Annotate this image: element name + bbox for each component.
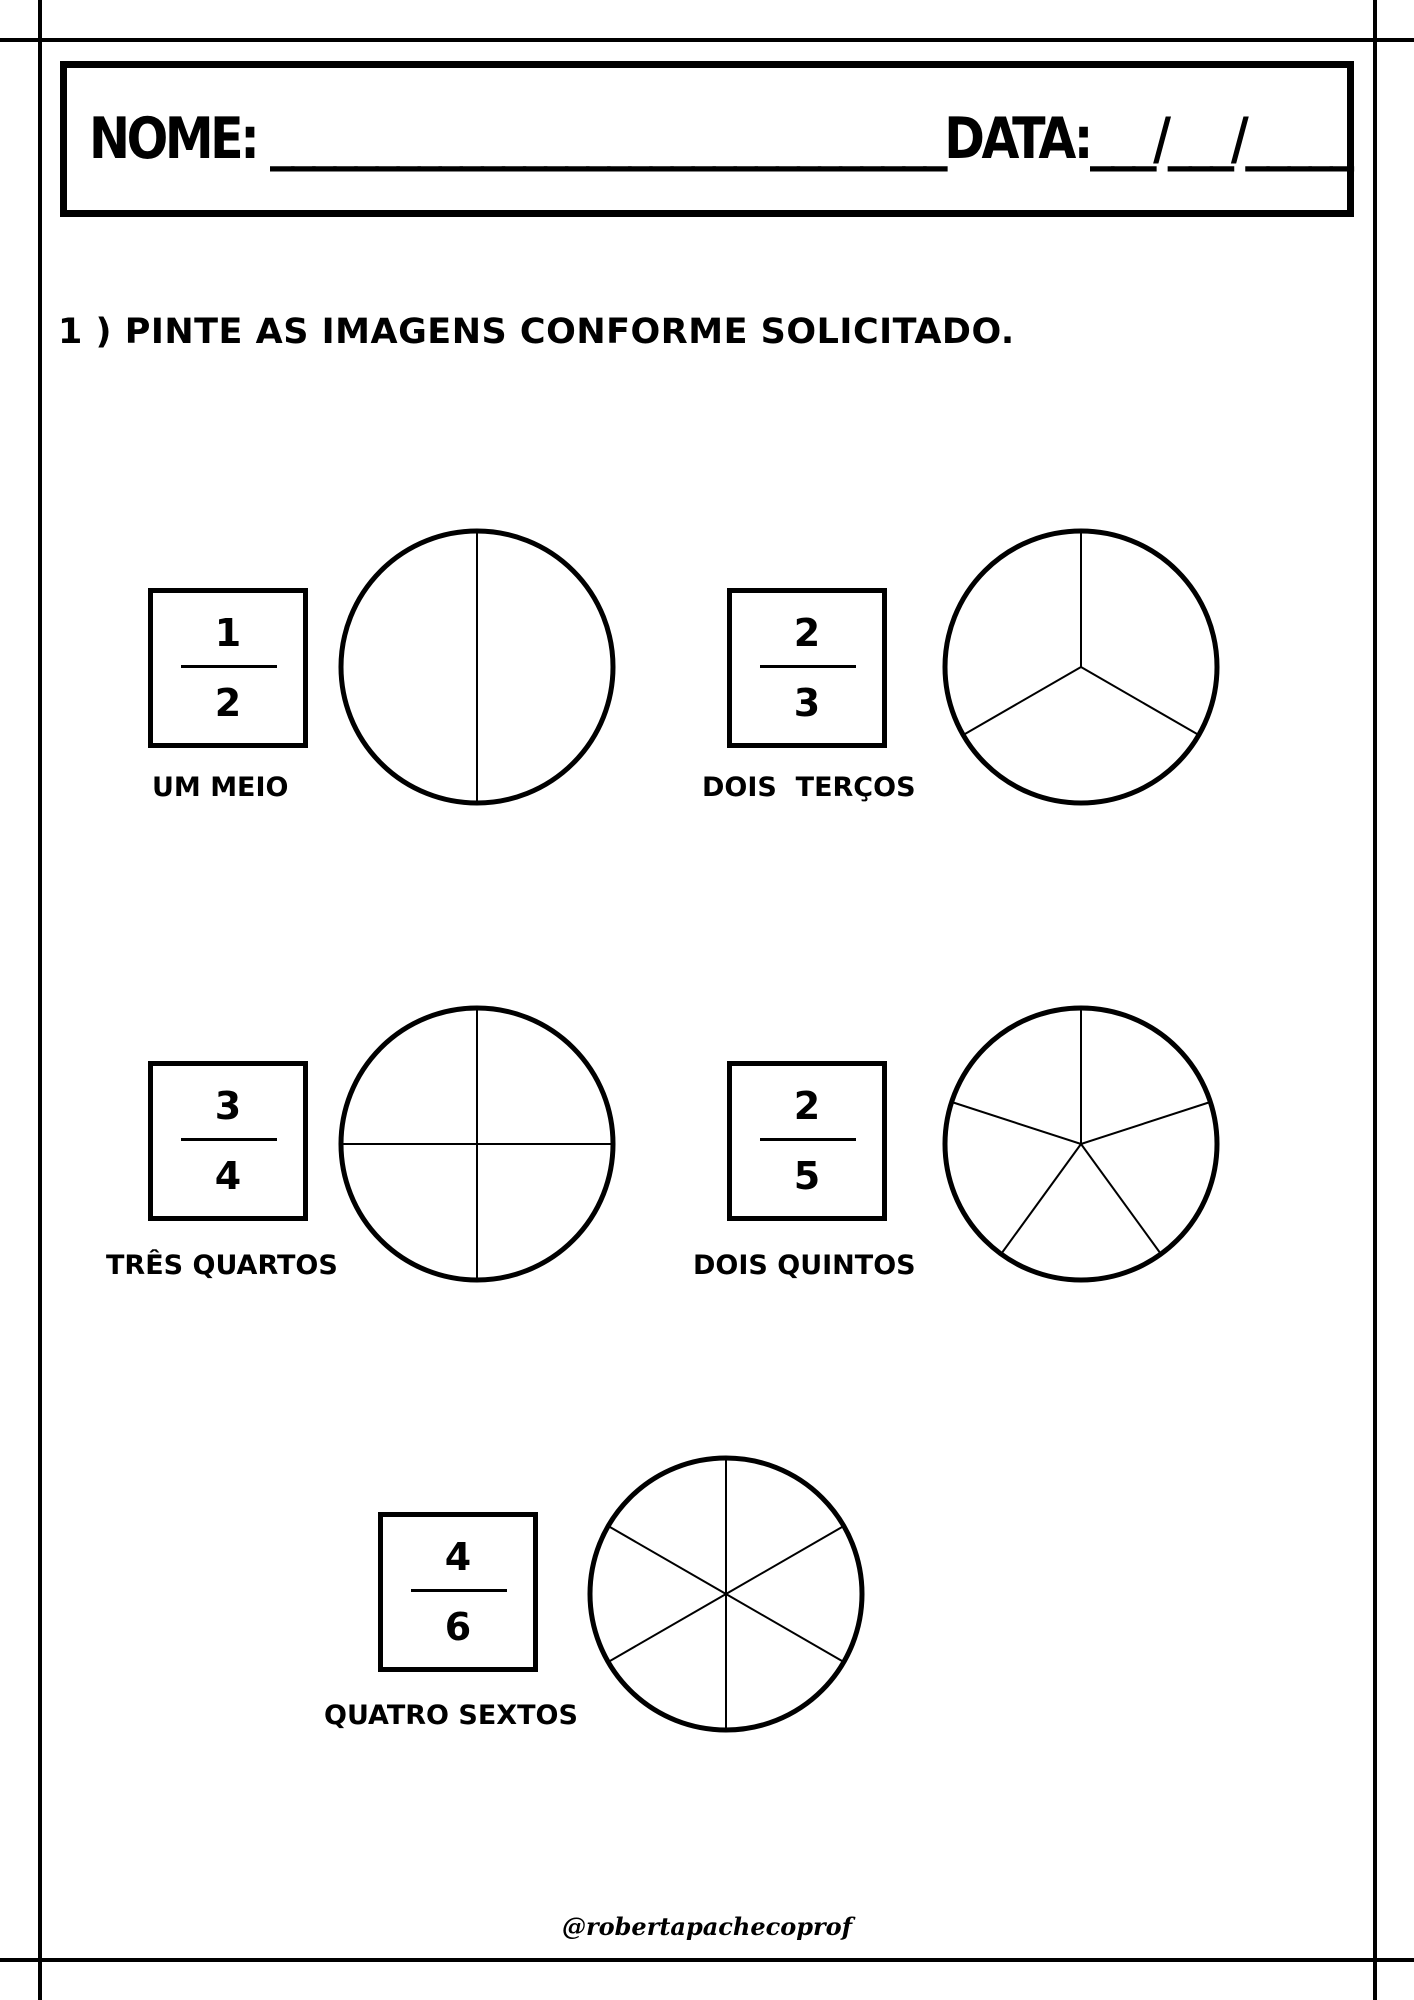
fraction-numerator: 3 xyxy=(214,1084,242,1128)
fraction-denominator: 5 xyxy=(793,1154,821,1198)
circle-division-line xyxy=(1081,667,1199,735)
fraction-label: TRÊS QUARTOS xyxy=(106,1250,338,1281)
circle-division-line xyxy=(608,1526,726,1594)
circle-division-line xyxy=(1081,1144,1161,1254)
fraction-numerator: 1 xyxy=(214,611,242,655)
fraction-box-two-thirds xyxy=(727,588,887,748)
circle-outline xyxy=(945,531,1217,803)
fraction-bar xyxy=(411,1589,507,1592)
fraction-denominator: 4 xyxy=(214,1154,242,1198)
question-title: 1 ) PINTE AS IMAGENS CONFORME SOLICITADO. xyxy=(58,312,1015,352)
fraction-denominator: 2 xyxy=(214,681,242,725)
frame-line-right xyxy=(1373,0,1377,2000)
fraction-bar xyxy=(181,665,277,668)
fraction-denominator: 3 xyxy=(793,681,821,725)
frame-line-left xyxy=(38,0,42,2000)
circle-outline xyxy=(945,1008,1217,1280)
circle-division-line xyxy=(726,1526,844,1594)
author-credit: @robertapachecoprof xyxy=(561,1912,853,1941)
circle-division-line xyxy=(952,1102,1081,1144)
fraction-bar xyxy=(181,1138,277,1141)
fraction-label: DOIS TERÇOS xyxy=(702,772,916,803)
frame-line-top xyxy=(0,38,1414,42)
fraction-numerator: 2 xyxy=(793,611,821,655)
name-date-line[interactable]: NOME: ________________________________DATA:___/___/_____ xyxy=(89,106,1351,172)
circle-division-line xyxy=(726,1594,844,1662)
fraction-bar xyxy=(760,665,856,668)
fraction-denominator: 6 xyxy=(444,1605,472,1649)
fraction-bar xyxy=(760,1138,856,1141)
frame-line-bottom xyxy=(0,1958,1414,1962)
fraction-label: DOIS QUINTOS xyxy=(693,1250,916,1281)
fraction-numerator: 2 xyxy=(793,1084,821,1128)
fraction-box-two-fifths xyxy=(727,1061,887,1221)
circle-division-line xyxy=(608,1594,726,1662)
fraction-box-four-sixths xyxy=(378,1512,538,1672)
circle-division-line xyxy=(1081,1102,1210,1144)
fraction-box-one-half xyxy=(148,588,308,748)
circle-outline xyxy=(590,1458,862,1730)
fraction-box-three-quarters xyxy=(148,1061,308,1221)
circle-outline xyxy=(341,531,613,803)
fraction-label: QUATRO SEXTOS xyxy=(324,1700,578,1731)
circle-division-line xyxy=(1001,1144,1081,1254)
fraction-label: UM MEIO xyxy=(152,772,289,803)
circle-division-line xyxy=(963,667,1081,735)
name-date-box xyxy=(60,61,1354,217)
fraction-numerator: 4 xyxy=(444,1535,472,1579)
circle-outline xyxy=(341,1008,613,1280)
